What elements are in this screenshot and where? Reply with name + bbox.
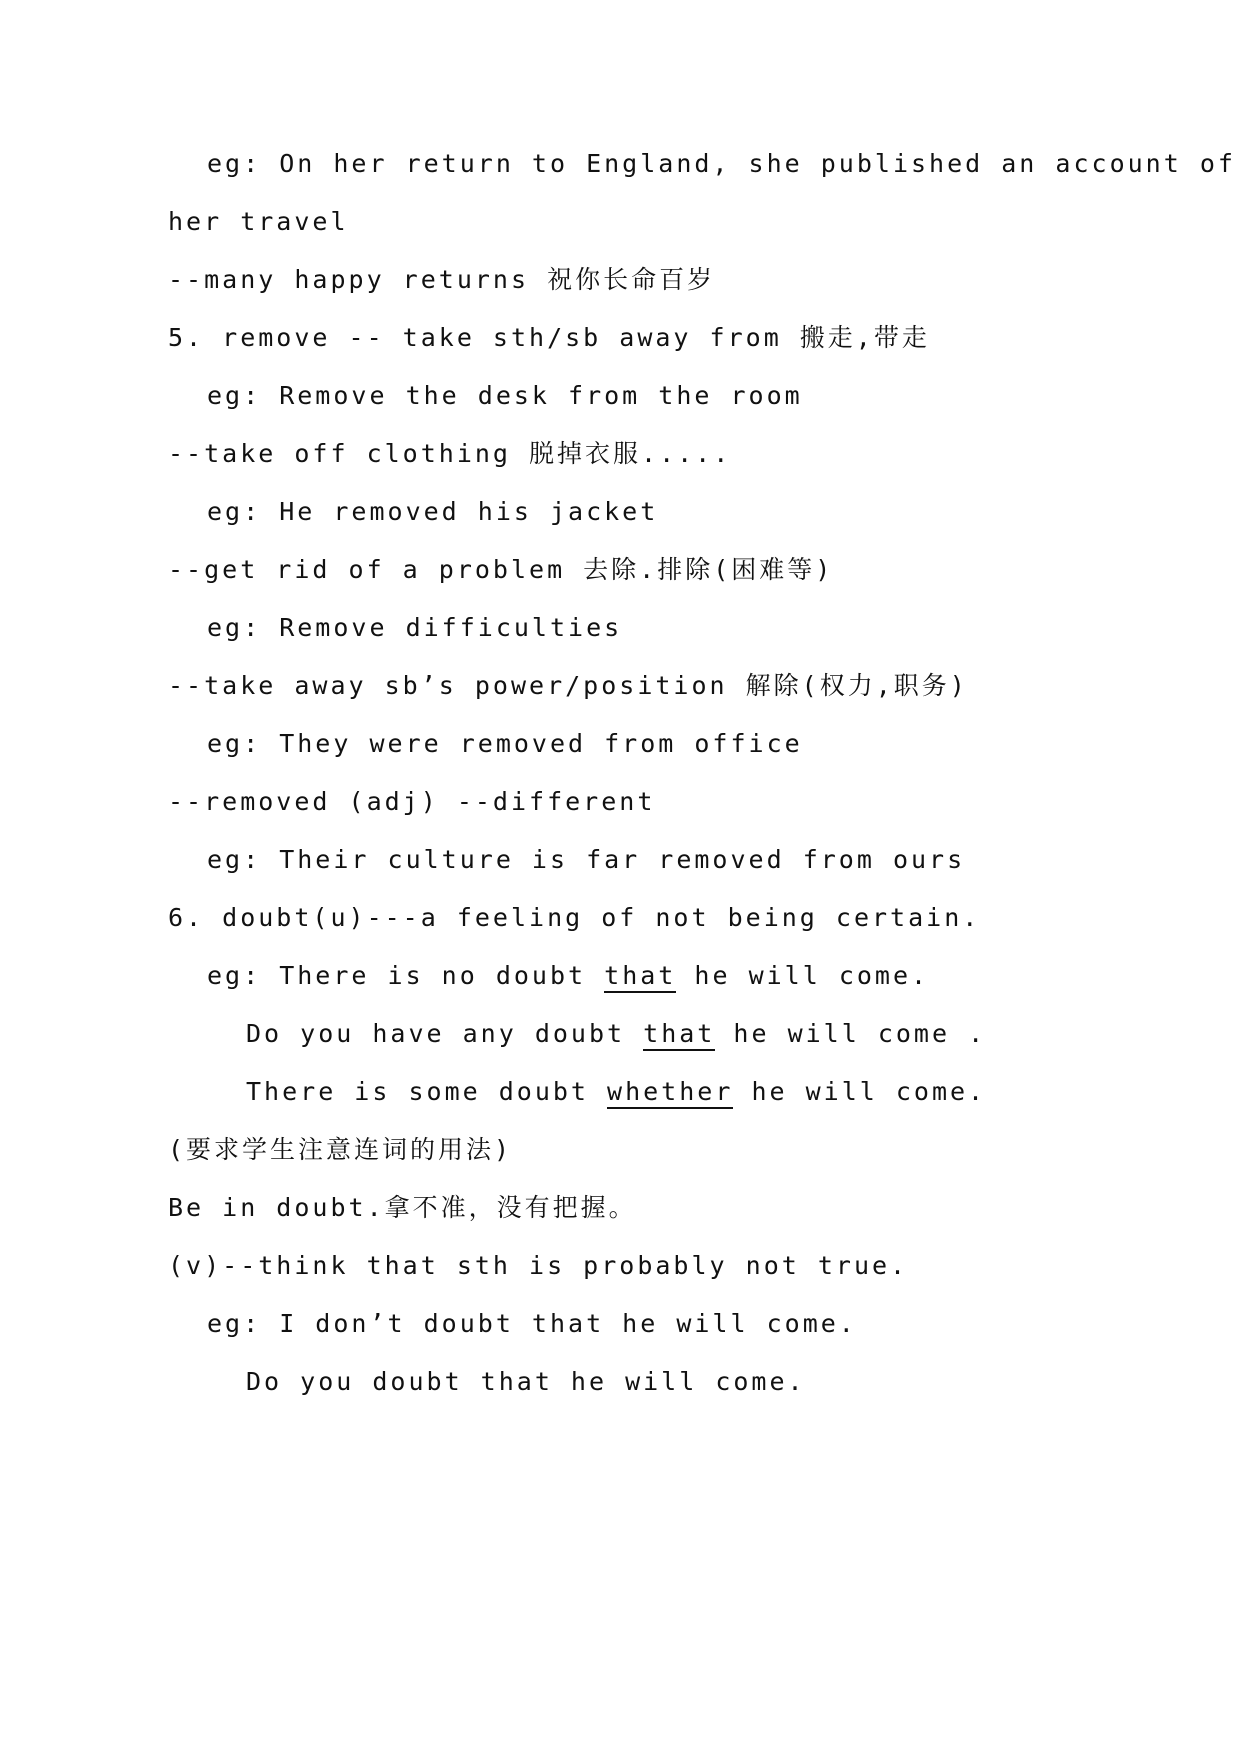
example-line: eg: I don’t doubt that he will come. — [207, 1309, 857, 1338]
numbered-heading: 5. remove -- take sth/sb away from 搬走,带走 — [168, 323, 930, 352]
teaching-note: (要求学生注意连词的用法) — [168, 1135, 513, 1164]
example-text: he will come. — [676, 961, 930, 990]
example-line: eg: He removed his jacket — [207, 497, 659, 526]
example-line: Do you doubt that he will come. — [246, 1367, 806, 1396]
underlined-conjunction: that — [604, 961, 676, 993]
definition-line: Be in doubt.拿不准，没有把握。 — [168, 1193, 637, 1222]
example-line: eg: They were removed from office — [207, 729, 803, 758]
numbered-heading: 6. doubt(u)---a feeling of not being certain. — [168, 903, 981, 932]
text-line: her travel — [168, 207, 349, 236]
example-text: he will come . — [715, 1019, 987, 1048]
definition-line: --removed (adj) --different — [168, 787, 656, 816]
underlined-conjunction: whether — [607, 1077, 733, 1109]
definition-line: --many happy returns 祝你长命百岁 — [168, 265, 716, 294]
example-line: eg: On her return to England, she published an account of — [207, 149, 1236, 178]
example-text: he will come. — [733, 1077, 987, 1106]
example-line: eg: Remove the desk from the room — [207, 381, 803, 410]
definition-line: --get rid of a problem 去除.排除(困难等) — [168, 555, 834, 584]
example-line — [246, 1076, 986, 1108]
underlined-conjunction: that — [643, 1019, 715, 1051]
example-line — [246, 1018, 986, 1050]
definition-line: (v)--think that sth is probably not true. — [168, 1251, 909, 1280]
definition-line: --take away sb’s power/position 解除(权力,职务) — [168, 671, 968, 700]
example-line: eg: Remove difficulties — [207, 613, 623, 642]
example-line: eg: Their culture is far removed from ours — [207, 845, 966, 874]
example-text: Do you have any doubt — [246, 1019, 644, 1048]
example-line — [207, 960, 929, 992]
example-text: There is some doubt — [246, 1077, 608, 1106]
definition-line: --take off clothing 脱掉衣服..... — [168, 439, 732, 468]
example-text: eg: There is no doubt — [207, 961, 605, 990]
